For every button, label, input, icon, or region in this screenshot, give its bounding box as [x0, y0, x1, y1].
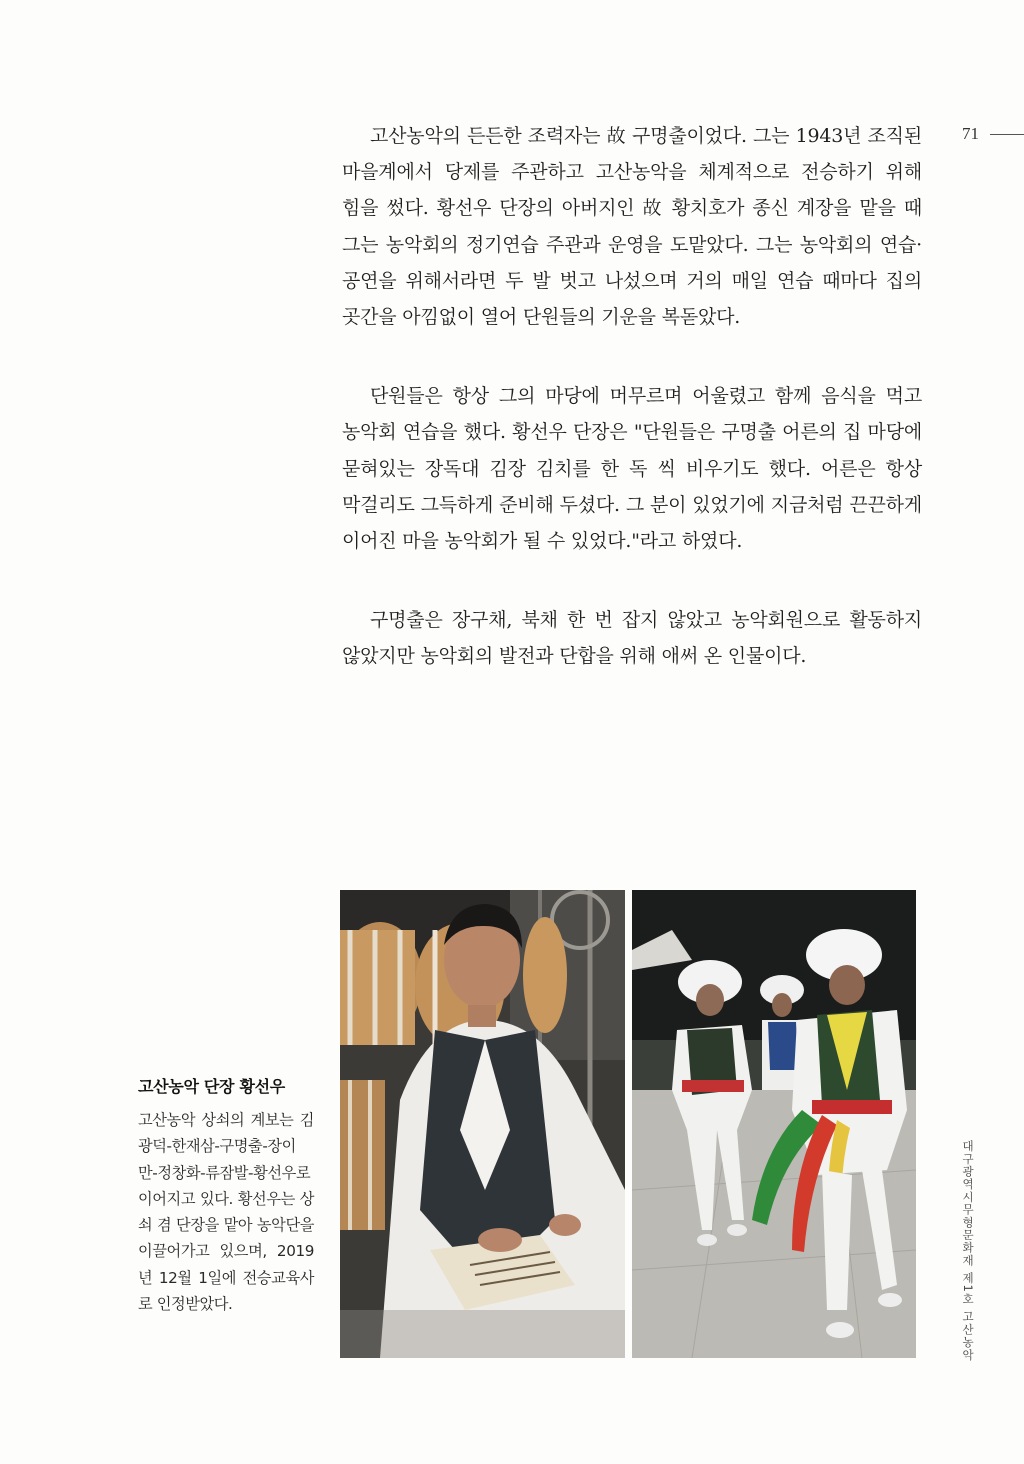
paragraph-1: 고산농악의 든든한 조력자는 故 구명출이었다. 그는 1943년 조직된 마을계에서 당제를 주관하고 고산농악을 체계적으로 전승하기 위해 힘을 썼다. 황선우 단장의 아버지인 故 황치호가 종신 계장을 맡을 때 그는 농악회의 정기연습 주관과 운영을 도맡았다. 그는 농악회의 연습·공연을 위해서라면 두 발 벗고 나섰으며 거의 매일 연습 때마다 집의 곳간을 아낌없이 열어 단원들의 기운을 복돋았다.	[342, 125, 922, 329]
paragraph-2: 단원들은 항상 그의 마당에 머무르며 어울렸고 함께 음식을 먹고 농악회 연습을 했다. 황선우 단장은 "단원들은 구명출 어른의 집 마당에 묻혀있는 장독대 김장 김치를 한 독 씩 비우기도 했다. 어른은 항상 막걸리도 그득하게 준비해 두셨다. 그 분이 있었기에 지금처럼 끈끈하게 이어진 마을 농악회가 될 수 있었다."라고 하였다.	[342, 385, 922, 553]
side-running-title: 대구광역시무형문화재 제1호 고산농악	[961, 1140, 975, 1362]
caption-text: 고산농악 상쇠의 계보는 김광덕-한재삼-구명출-장이만-정창화-류잠발-황선우로 이어지고 있다. 황선우는 상쇠 겸 단장을 맡아 농악단을 이끌어가고 있으며, 2019년 12월 1일에 전승교육사로 인정받았다.	[138, 1111, 314, 1314]
page-number-rule	[990, 134, 1024, 135]
paragraph-3: 구명출은 장구채, 북채 한 번 잡지 않았고 농악회원으로 활동하지 않았지만 농악회의 발전과 단합을 위해 애써 온 인물이다.	[342, 609, 922, 668]
body-text	[342, 118, 922, 718]
performance-photo	[632, 890, 916, 1358]
portrait-photo	[340, 890, 625, 1358]
caption-title: 고산농악 단장 황선우	[138, 1077, 285, 1096]
portrait-photo-illustration	[340, 890, 625, 1358]
performance-photo-illustration	[632, 890, 916, 1358]
page-number: 71	[962, 124, 979, 143]
photo-caption	[138, 1074, 314, 1317]
